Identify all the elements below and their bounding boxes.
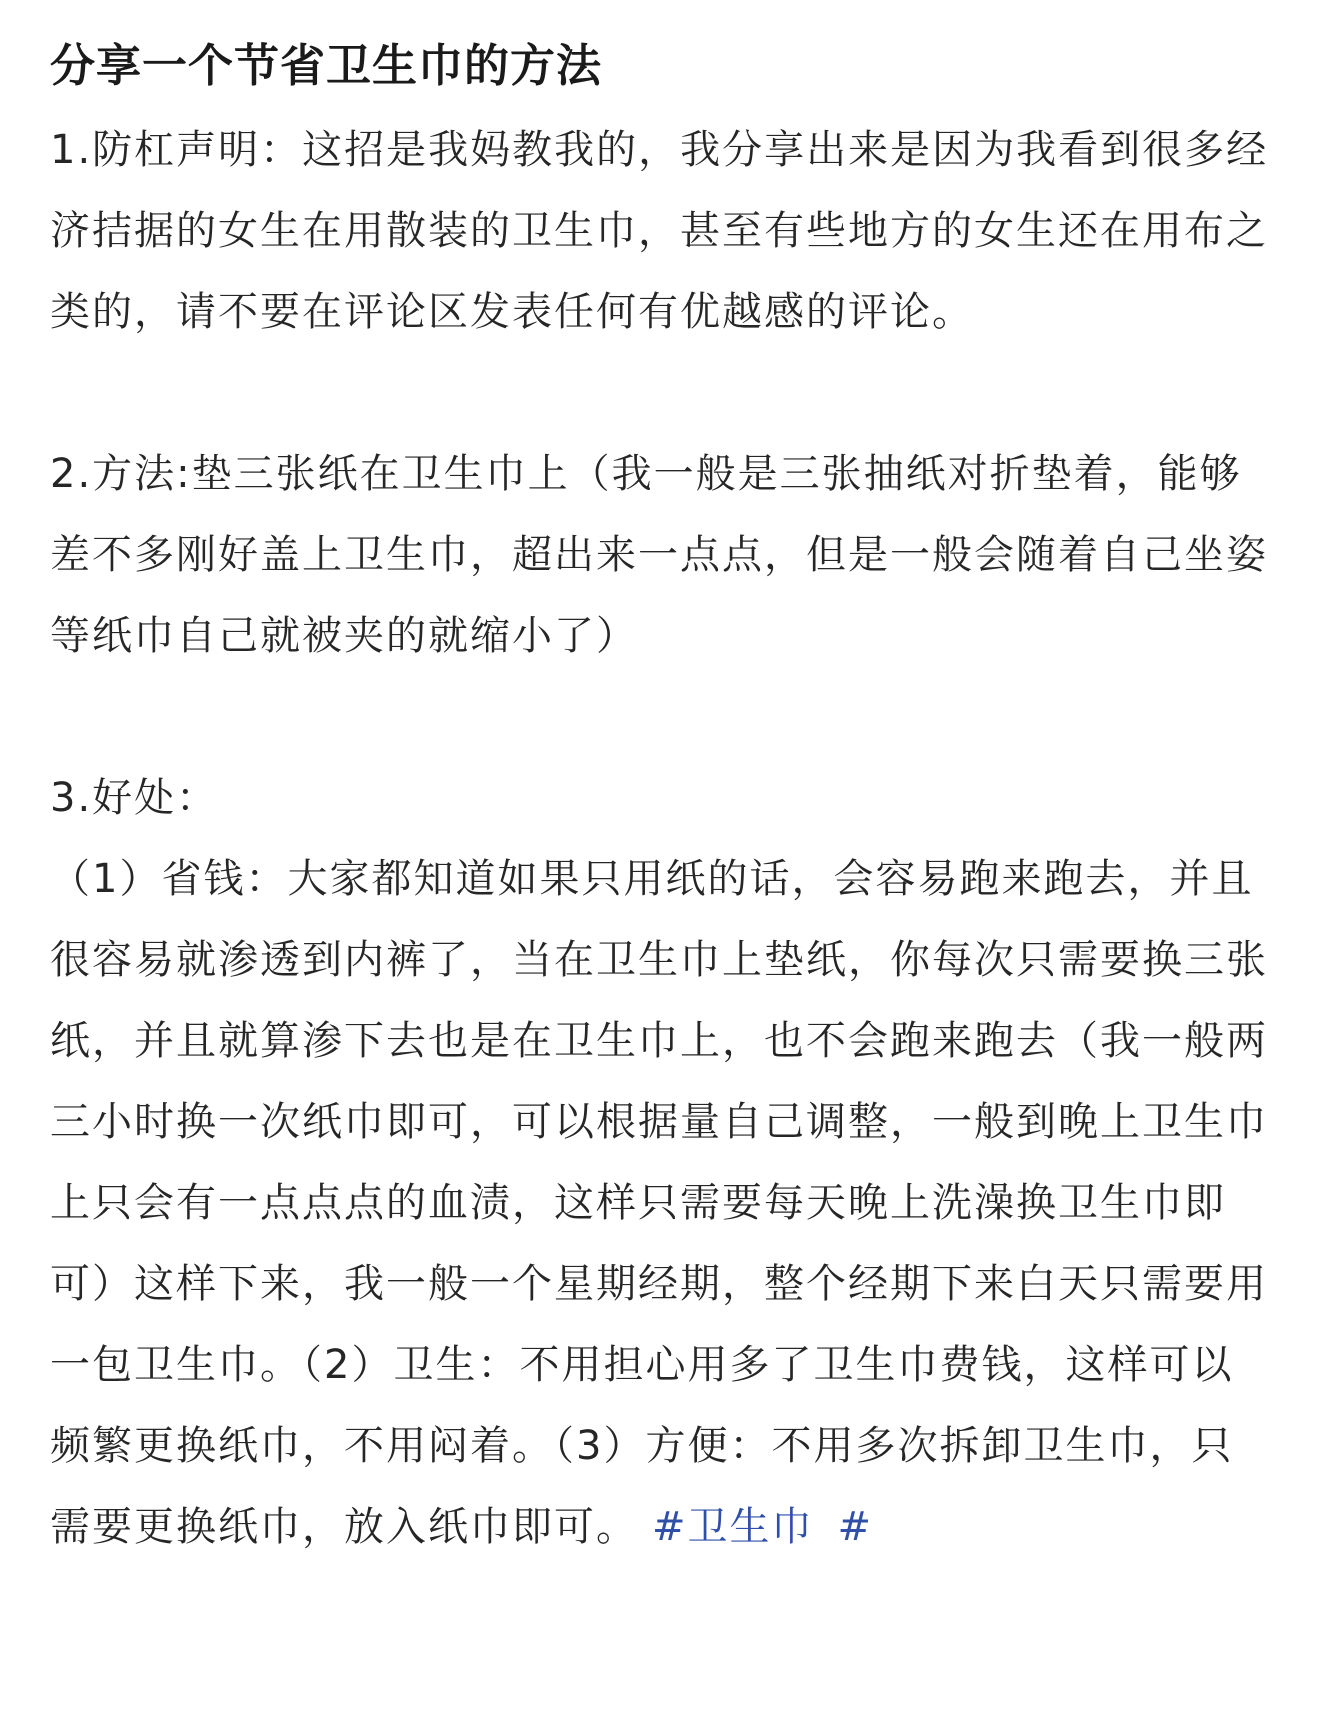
post-content — [50, 30, 1270, 1568]
hashtag-sanitary-pad[interactable]: #卫生巾 — [652, 1504, 814, 1550]
hashtag-truncated[interactable]: # — [837, 1504, 874, 1550]
paragraph-disclaimer: 1.防杠声明：这招是我妈教我的，我分享出来是因为我看到很多经济拮据的女生在用散装的卫生巾，甚至有些地方的女生还在用布之类的，请不要在评论区发表任何有优越感的评论。 — [50, 127, 1269, 335]
post-title: 分享一个节省卫生巾的方法 — [50, 39, 603, 92]
paragraph-benefits-heading: 3.好处： — [50, 775, 219, 821]
benefits-text: （1）省钱：大家都知道如果只用纸的话，会容易跑来跑去，并且很容易就渗透到内裤了，当在卫生巾上垫纸，你每次只需要换三张纸，并且就算渗下去也是在卫生巾上，也不会跑来跑去（我一般两三小时换一次纸巾即可，可以根据量自己调整，一般到晚上卫生巾上只会有一点点点的血渍，这样只需要每天晚上洗澡换卫生巾即可）这样下来，我一般一个星期经期，整个经期下来白天只需要用一包卫生巾。（2）卫生：不用担心用多了卫生巾费钱，这样可以频繁更换纸巾，不用闷着。（3）方便：不用多次拆卸卫生巾，只需要更换纸巾，放入纸巾即可。 — [50, 856, 1268, 1550]
paragraph-spacer — [50, 677, 1270, 758]
paragraph-benefits-body — [50, 839, 1270, 1568]
paragraph-method: 2.方法:垫三张纸在卫生巾上（我一般是三张抽纸对折垫着，能够差不多刚好盖上卫生巾，超出来一点点，但是一般会随着自己坐姿等纸巾自己就被夹的就缩小了） — [50, 451, 1268, 659]
paragraph-spacer — [50, 353, 1270, 434]
